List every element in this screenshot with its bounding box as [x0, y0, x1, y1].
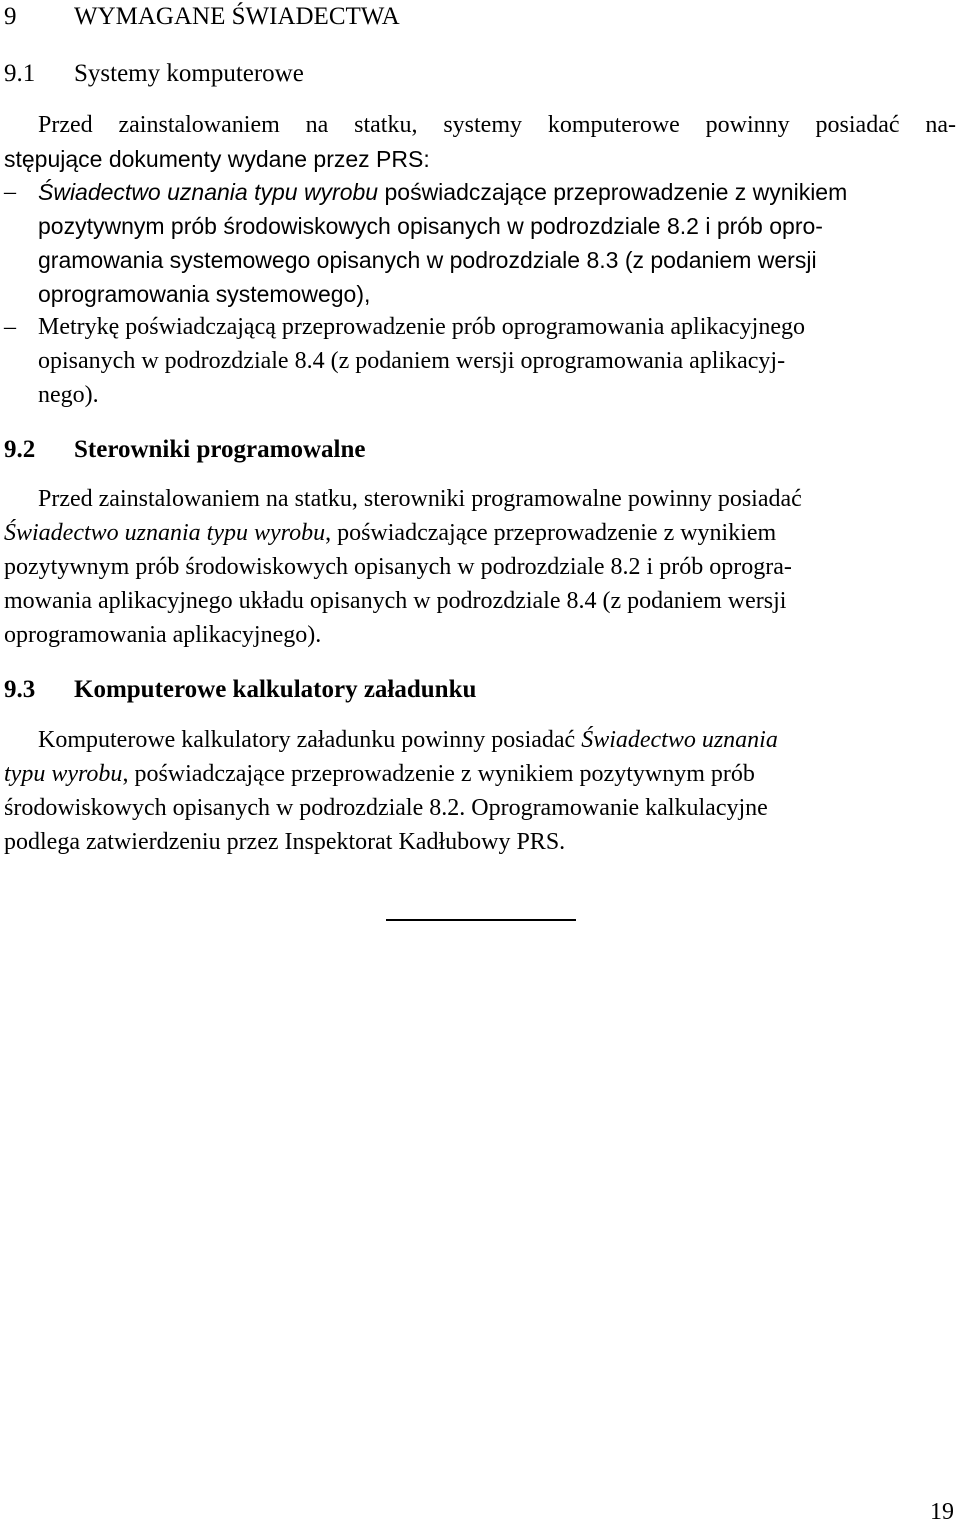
section-9-3-number: 9.3: [4, 676, 36, 703]
section-9-2-heading: [4, 433, 365, 467]
bullet-2-line-1: Metrykę poświadczającą przeprowadzenie prób oprogramowania aplikacyjnego: [38, 314, 805, 340]
section-9-2-line-2: [4, 516, 956, 550]
bullet-1-line-1-rest: poświadczające przeprowadzenie z wynikiem: [378, 179, 848, 205]
section-9-2-line-2-rest: , poświadczające przeprowadzenie z wynikiem: [325, 520, 777, 546]
section-9-3-heading: [4, 673, 476, 707]
chapter-title: WYMAGANE ŚWIADECTWA: [74, 3, 400, 30]
section-9-1-number: 9.1: [4, 60, 36, 87]
section-9-1-intro-line-1: Przed zainstalowaniem na statku, systemy komputerowe powinny posiadać na-: [38, 112, 956, 138]
bullet-1-italic-title: Świadectwo uznania typu wyrobu: [38, 179, 379, 205]
section-9-2-line-1: Przed zainstalowaniem na statku, sterowniki programowalne powinny posiadać: [38, 486, 802, 512]
page-number: 19: [930, 1499, 954, 1525]
bullet-dash: –: [4, 314, 16, 340]
section-9-1-bullet-2: [4, 310, 956, 412]
section-9-2-body: [4, 482, 956, 652]
section-9-2-title: Sterowniki programowalne: [74, 436, 366, 463]
bullet-2-line-3: nego).: [38, 382, 99, 408]
section-9-1-bullet-1: [4, 175, 956, 311]
section-9-3-line-4: podlega zatwierdzeniu przez Inspektorat Kadłubowy PRS.: [4, 829, 566, 855]
section-9-2-number: 9.2: [4, 436, 36, 463]
section-9-3-line-1: [4, 723, 956, 757]
bullet-1-line-1: [38, 175, 956, 209]
bullet-dash: –: [4, 179, 16, 205]
section-9-3-italic-title-part-2: typu wyrobu: [4, 761, 123, 787]
bullet-1-line-3: gramowania systemowego opisanych w podrozdziale 8.3 (z podaniem wersji: [38, 247, 817, 273]
end-of-section-rule: [386, 919, 576, 921]
section-9-2-line-3: pozytywnym prób środowiskowych opisanych w podrozdziale 8.2 i prób oprogra-: [4, 554, 792, 580]
section-9-1-intro: [4, 108, 956, 176]
section-9-2-line-5: oprogramowania aplikacyjnego).: [4, 622, 322, 648]
chapter-heading: [4, 0, 400, 34]
section-9-3-line-1-start: Komputerowe kalkulatory załadunku powinny posiadać: [38, 727, 582, 753]
chapter-number: 9: [4, 3, 17, 30]
section-9-3-line-3: środowiskowych opisanych w podrozdziale 8.2. Oprogramowanie kalkulacyjne: [4, 795, 768, 821]
bullet-2-line-2: opisanych w podrozdziale 8.4 (z podaniem wersji oprogramowania aplikacyj-: [38, 348, 786, 374]
section-9-1-title: Systemy komputerowe: [74, 60, 304, 87]
section-9-3-italic-title-part-1: Świadectwo uznania: [581, 727, 778, 753]
bullet-1-line-2: pozytywnym prób środowiskowych opisanych w podrozdziale 8.2 i prób opro-: [38, 213, 823, 239]
section-9-2-italic-title: Świadectwo uznania typu wyrobu: [4, 520, 326, 546]
section-9-2-line-4: mowania aplikacyjnego układu opisanych w podrozdziale 8.4 (z podaniem wersji: [4, 588, 787, 614]
section-9-1-intro-line-2: stępujące dokumenty wydane przez PRS:: [4, 146, 430, 172]
section-9-1-heading: [4, 57, 304, 91]
bullet-1-line-4: oprogramowania systemowego),: [38, 281, 371, 307]
section-9-3-title: Komputerowe kalkulatory załadunku: [74, 676, 477, 703]
section-9-3-line-2: [4, 757, 956, 791]
section-9-3-body: [4, 723, 956, 859]
section-9-3-line-2-rest: , poświadczające przeprowadzenie z wynikiem pozytywnym prób: [122, 761, 755, 787]
